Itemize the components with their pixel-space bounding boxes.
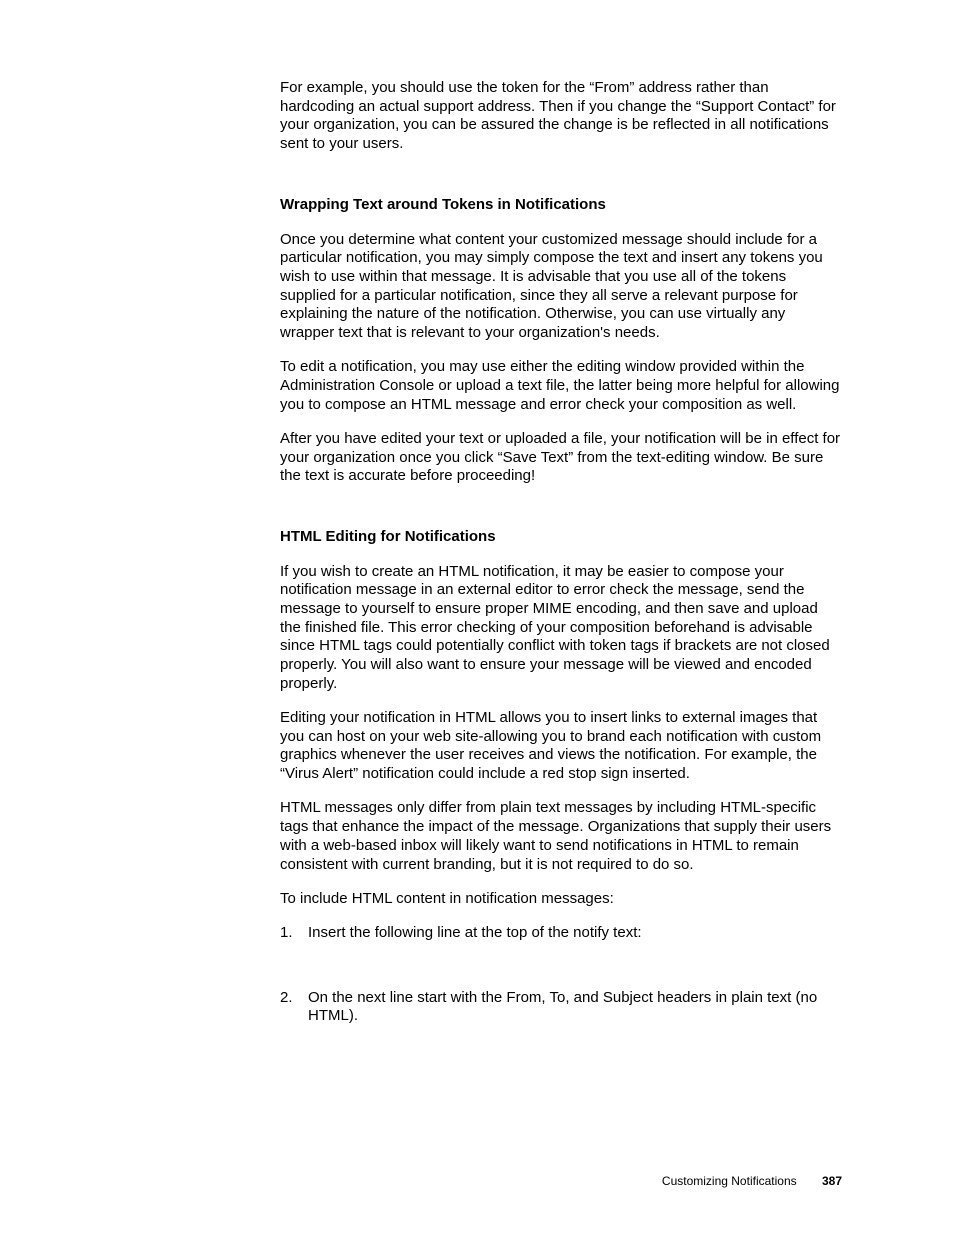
paragraph: To edit a notification, you may use either the editing window provided within the Administration Console or upload a text file, the latter being more helpful for allowing you to compose an HTML message and error check your composition as well. xyxy=(280,358,840,413)
step-number: 2. xyxy=(280,988,293,1006)
intro-paragraph: For example, you should use the token for the “From” address rather than hardcoding an actual support address. Then if you change the “Support Contact” for your organization, you can be assured the change is be reflected in all notifications sent to your users. xyxy=(280,79,836,153)
paragraph: After you have edited your text or uploaded a file, your notification will be in effect for your organization once you click “Save Text” from the text-editing window. Be sure the text is accurate before proceeding! xyxy=(280,429,841,485)
step-text: Insert the following line at the top of the notify text: xyxy=(308,923,642,941)
paragraph: To include HTML content in notification messages: xyxy=(280,889,614,907)
paragraph: HTML messages only differ from plain text messages by including HTML-specific tags that enhance the impact of the message. Organizations that supply their users with a web-based inbox will likely want to send notifications in HTML to remain consistent with current branding, but it is not required to do so. xyxy=(280,799,832,873)
page-number: 387 xyxy=(821,1174,842,1188)
paragraph: Once you determine what content your customized message should include for a particular notification, you may simply compose the text and insert any tokens you wish to use within that message. It is advisable that you use all of the tokens supplied for a particular notification, since they all serve a relevant purpose for explaining the nature of the notification. Otherwise, you can use virtually any wrapper text that is relevant to your organization's needs. xyxy=(280,230,823,342)
step-text: On the next line start with the From, To, and Subject headers in plain text (no HTML). xyxy=(308,988,818,1025)
list-item xyxy=(280,989,842,1026)
page-body xyxy=(280,79,842,1026)
step-number: 1. xyxy=(280,923,293,941)
section-heading-wrapping-text: Wrapping Text around Tokens in Notifications xyxy=(280,195,606,213)
numbered-steps xyxy=(280,924,842,1026)
page-footer xyxy=(0,1174,842,1189)
footer-section-title: Customizing Notifications xyxy=(661,1174,797,1188)
section-heading-html-editing: HTML Editing for Notifications xyxy=(280,527,496,545)
list-item xyxy=(280,924,842,943)
paragraph: If you wish to create an HTML notification, it may be easier to compose your notification message in an external editor to error check the message, send the message to yourself to ensure proper MIME encoding, and then save and upload the finished file. This error checking of your composition beforehand is advisable since HTML tags could potentially conflict with token tags if brackets are not closed properly. You will also want to ensure your message will be viewed and encoded properly. xyxy=(280,562,830,692)
paragraph: Editing your notification in HTML allows you to insert links to external images that you can host on your web site-allowing you to brand each notification with custom graphics whenever the user receives and views the notification. For example, the “Virus Alert” notification could include a red stop sign inserted. xyxy=(280,709,822,783)
